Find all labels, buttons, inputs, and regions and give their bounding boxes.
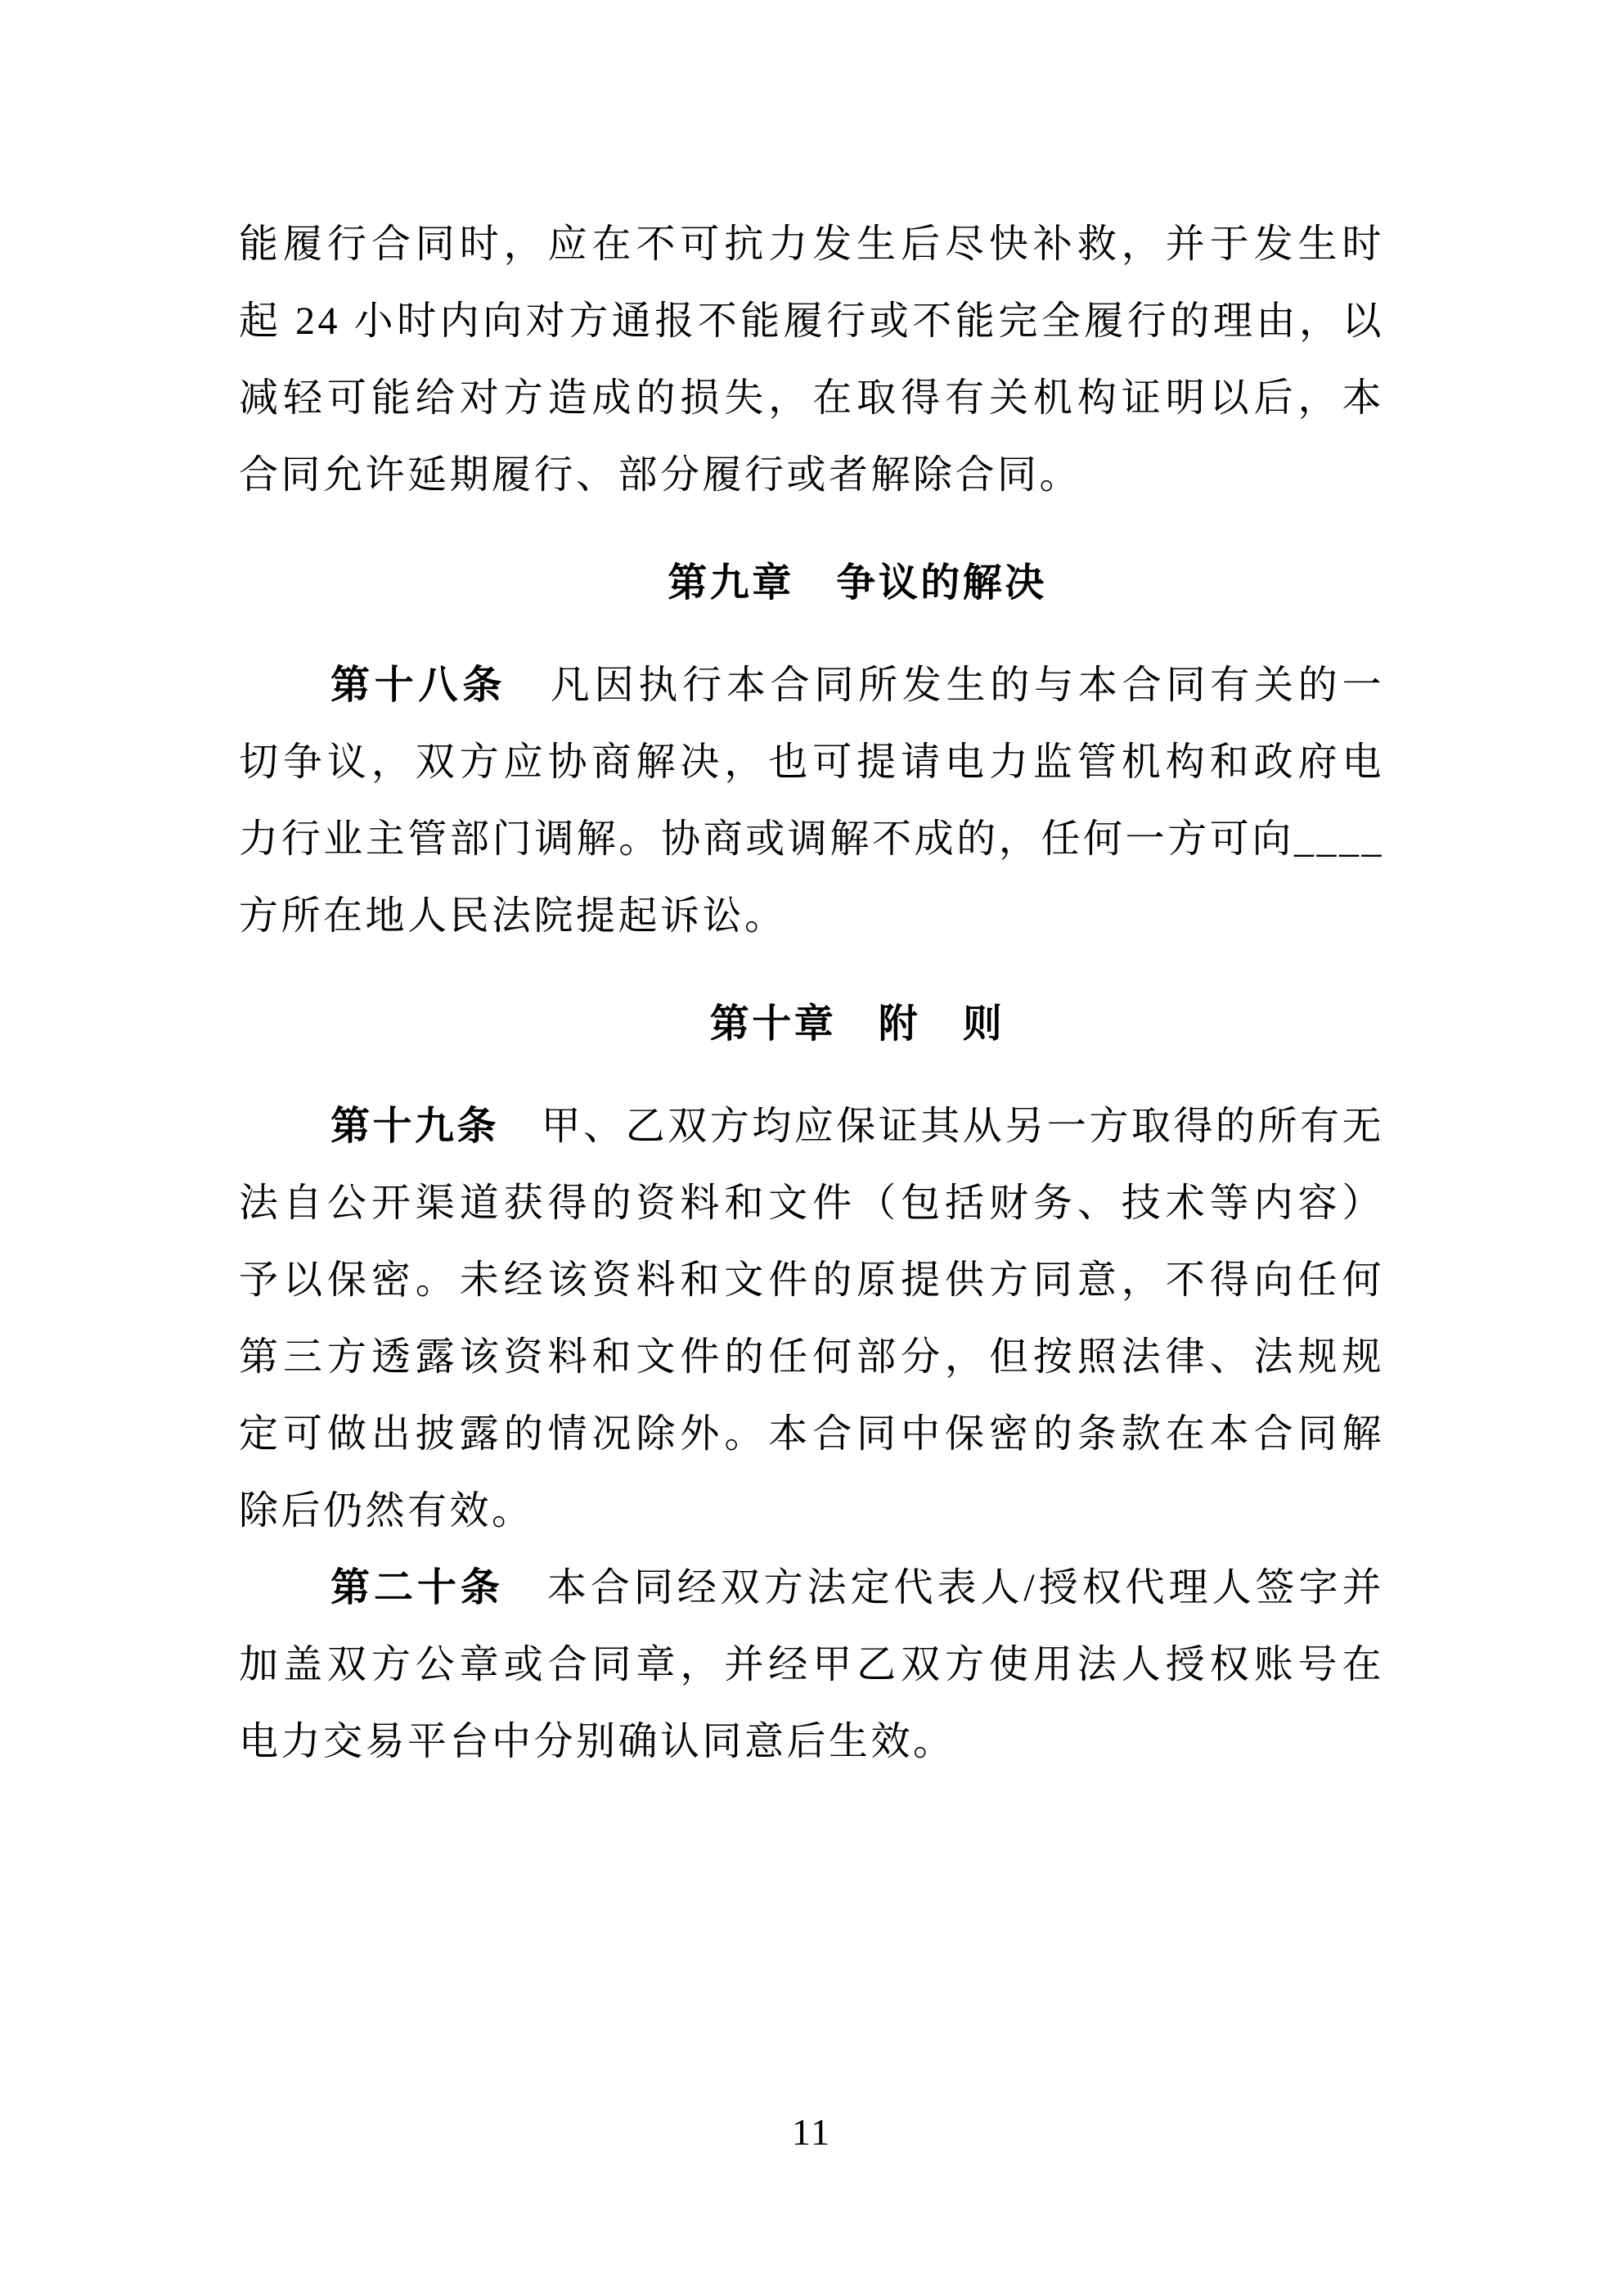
text-line xyxy=(239,360,1384,437)
text-line xyxy=(239,1627,1384,1704)
paragraph xyxy=(239,1550,1384,1781)
text-line xyxy=(239,1473,1384,1550)
paragraph xyxy=(239,647,1384,955)
line-text: 合同允许延期履行、部分履行或者解除合同。 xyxy=(239,453,1082,497)
text-line xyxy=(239,1319,1384,1396)
line-text: 方所在地人民法院提起诉讼。 xyxy=(239,894,787,938)
text-line xyxy=(239,206,1384,283)
document-body xyxy=(239,206,1384,1781)
paragraph xyxy=(239,1088,1384,1550)
line-text: 法自公开渠道获得的资料和文件（包括财务、技术等内容） xyxy=(239,1182,1384,1225)
text-line xyxy=(239,1396,1384,1473)
line-text: 加盖双方公章或合同章，并经甲乙双方使用法人授权账号在 xyxy=(239,1643,1384,1686)
line-text: 除后仍然有效。 xyxy=(239,1489,534,1533)
text-line xyxy=(239,437,1384,514)
chapter-heading: 第十章 附 则 xyxy=(709,1002,1005,1046)
paragraph xyxy=(239,206,1384,514)
line-text: 力行业主管部门调解。协商或调解不成的，任何一方可向____ xyxy=(239,817,1384,861)
text-line xyxy=(239,283,1384,360)
text-line xyxy=(239,1088,1384,1165)
line-text: 减轻可能给对方造成的损失，在取得有关机构证明以后，本 xyxy=(239,376,1384,420)
line-text: 起 24 小时内向对方通报不能履行或不能完全履行的理由，以 xyxy=(239,299,1384,343)
line-text: 第三方透露该资料和文件的任何部分，但按照法律、法规规 xyxy=(239,1335,1384,1379)
page-number: 11 xyxy=(791,2111,832,2153)
text-line xyxy=(239,801,1384,878)
clause-number: 第十八条 xyxy=(330,664,507,707)
line-text: 本合同经双方法定代表人/授权代理人签字并 xyxy=(503,1566,1384,1609)
text-line xyxy=(239,1704,1384,1781)
line-text: 电力交易平台中分别确认同意后生效。 xyxy=(239,1720,955,1763)
line-text: 凡因执行本合同所发生的与本合同有关的一 xyxy=(506,664,1384,707)
text-line xyxy=(239,878,1384,955)
text-line xyxy=(239,1242,1384,1319)
line-text: 能履行合同时，应在不可抗力发生后尽快补救，并于发生时 xyxy=(239,223,1384,266)
page-footer xyxy=(0,2108,1623,2157)
line-text: 切争议，双方应协商解决，也可提请电力监管机构和政府电 xyxy=(239,741,1384,784)
text-line xyxy=(239,1550,1384,1627)
line-text: 甲、乙双方均应保证其从另一方取得的所有无 xyxy=(499,1105,1384,1148)
text-line xyxy=(239,1165,1384,1242)
clause-number: 第二十条 xyxy=(330,1566,504,1609)
text-line xyxy=(239,647,1384,724)
text-line xyxy=(239,724,1384,801)
line-text: 予以保密。未经该资料和文件的原提供方同意，不得向任何 xyxy=(239,1258,1384,1302)
clause-number: 第十九条 xyxy=(330,1105,500,1148)
chapter-heading: 第九章 争议的解决 xyxy=(668,561,1047,605)
line-text: 定可做出披露的情况除外。本合同中保密的条款在本合同解 xyxy=(239,1412,1384,1456)
